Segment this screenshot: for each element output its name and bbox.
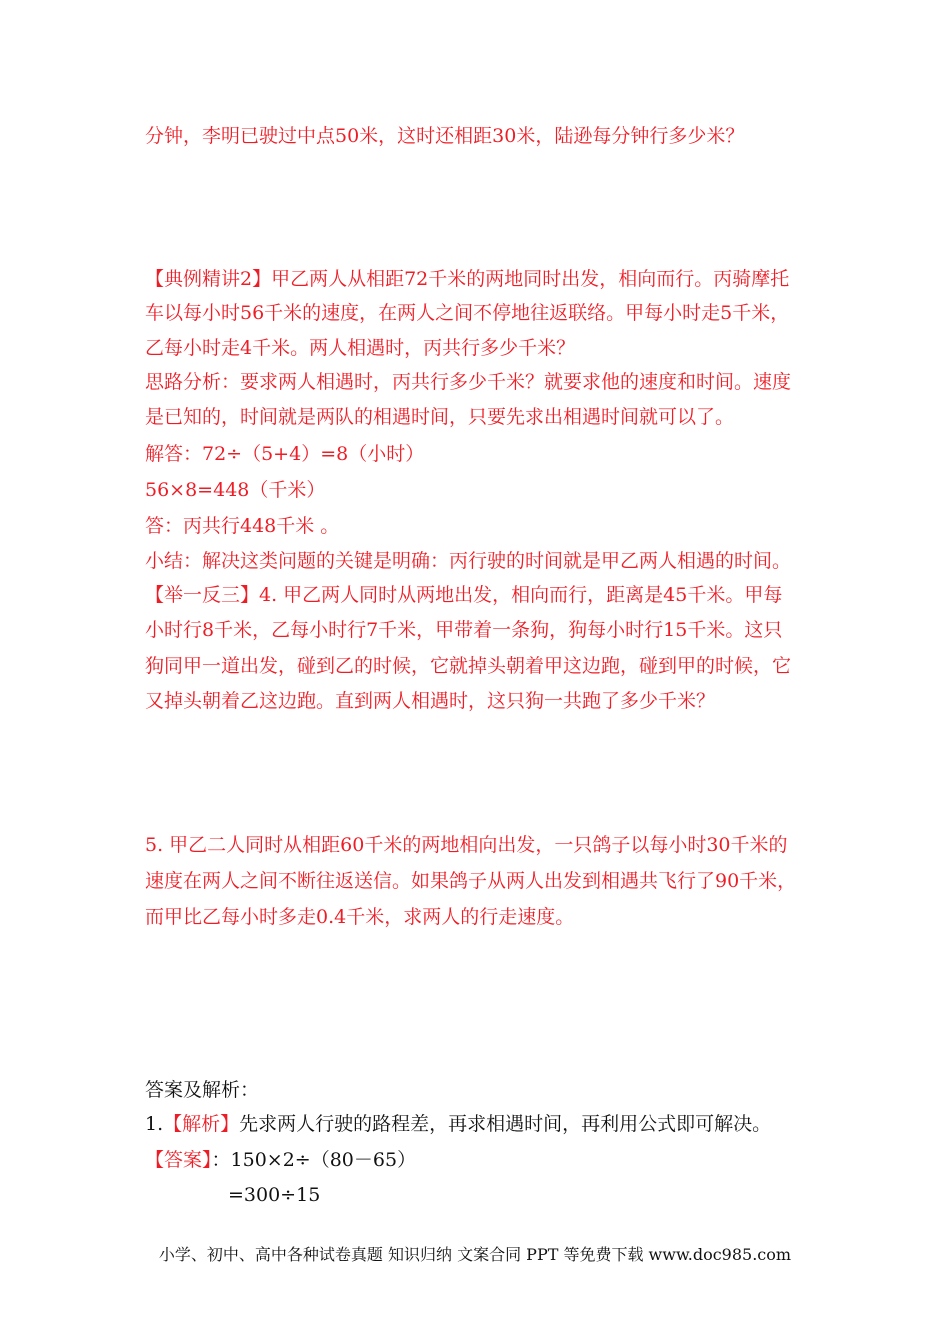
example2-line-1: [145, 264, 789, 294]
problem4-line-3: 狗同甲一道出发，碰到乙的时候，它就掉头朝着甲这边跑，碰到甲的时候，它: [145, 655, 792, 677]
example2-line-2: 车以每小时56千米的速度，在两人之间不停地往返联络。甲每小时走5千米，: [145, 302, 790, 324]
solution-line-1: 解答：72÷（5+4）=8（小时）: [145, 443, 425, 465]
problem4-line-2: 小时行8千米，乙每小时行7千米，甲带着一条狗，狗每小时行15千米。这只: [145, 619, 783, 641]
summary-line: 小结：解决这类问题的关键是明确：丙行驶的时间就是甲乙两人相遇的时间。: [145, 550, 792, 572]
practice-label: 【举一反三】: [145, 584, 260, 606]
answer-formula-1: ：150×2÷（80－65）: [211, 1149, 417, 1171]
problem4-line-4: 又掉头朝着乙这边跑。直到两人相遇时，这只狗一共跑了多少千米？: [145, 690, 716, 712]
problem5-line-2: 速度在两人之间不断往返送信。如果鸽子从两人出发到相遇共飞行了90千米，: [145, 870, 797, 892]
analysis-line-1: 思路分析：要求两人相遇时，丙共行多少千米？就要求他的速度和时间。速度: [145, 371, 792, 393]
problem5-line-1: 5. 甲乙二人同时从相距60千米的两地相向出发，一只鸽子以每小时30千米的: [145, 834, 788, 856]
example2-text-1: 甲乙两人从相距72千米的两地同时出发，相向而行。丙骑摩托: [271, 268, 790, 290]
example2-label: 【典例精讲2】: [145, 268, 272, 290]
intro-line: 分钟，李明已驶过中点50米，这时还相距30米，陆逊每分钟行多少米？: [145, 125, 745, 147]
answers-heading: 答案及解析：: [145, 1079, 260, 1101]
answer-line-1: [145, 1145, 416, 1175]
analysis-label: 【解析】: [163, 1113, 240, 1135]
answer-formula-2: =300÷15: [228, 1184, 321, 1206]
practice-line-1: [145, 580, 782, 610]
answer-item-1-number: 1.: [145, 1113, 164, 1135]
example2-line-3: 乙每小时走4千米。两人相遇时，丙共行多少千米？: [145, 337, 576, 359]
page-footer: 小学、初中、高中各种试卷真题 知识归纳 文案合同 PPT 等免费下载 www.doc985.com: [158, 1245, 792, 1264]
analysis-line-2: 是已知的，时间就是两队的相遇时间，只要先求出相遇时间就可以了。: [145, 406, 735, 428]
answer-item-1-text: 先求两人行驶的路程差，再求相遇时间，再利用公式即可解决。: [239, 1113, 772, 1135]
problem5-line-3: 而甲比乙每小时多走0.4千米，求两人的行走速度。: [145, 906, 575, 928]
answer-label: 【答案】: [145, 1149, 212, 1171]
answer-item-1: [145, 1109, 771, 1139]
solution-line-2: 56×8=448（千米）: [145, 479, 326, 501]
solution-line-3: 答：丙共行448千米 。: [145, 515, 340, 537]
problem4-text-1: 4. 甲乙两人同时从两地出发，相向而行，距离是45千米。甲每: [259, 584, 783, 606]
